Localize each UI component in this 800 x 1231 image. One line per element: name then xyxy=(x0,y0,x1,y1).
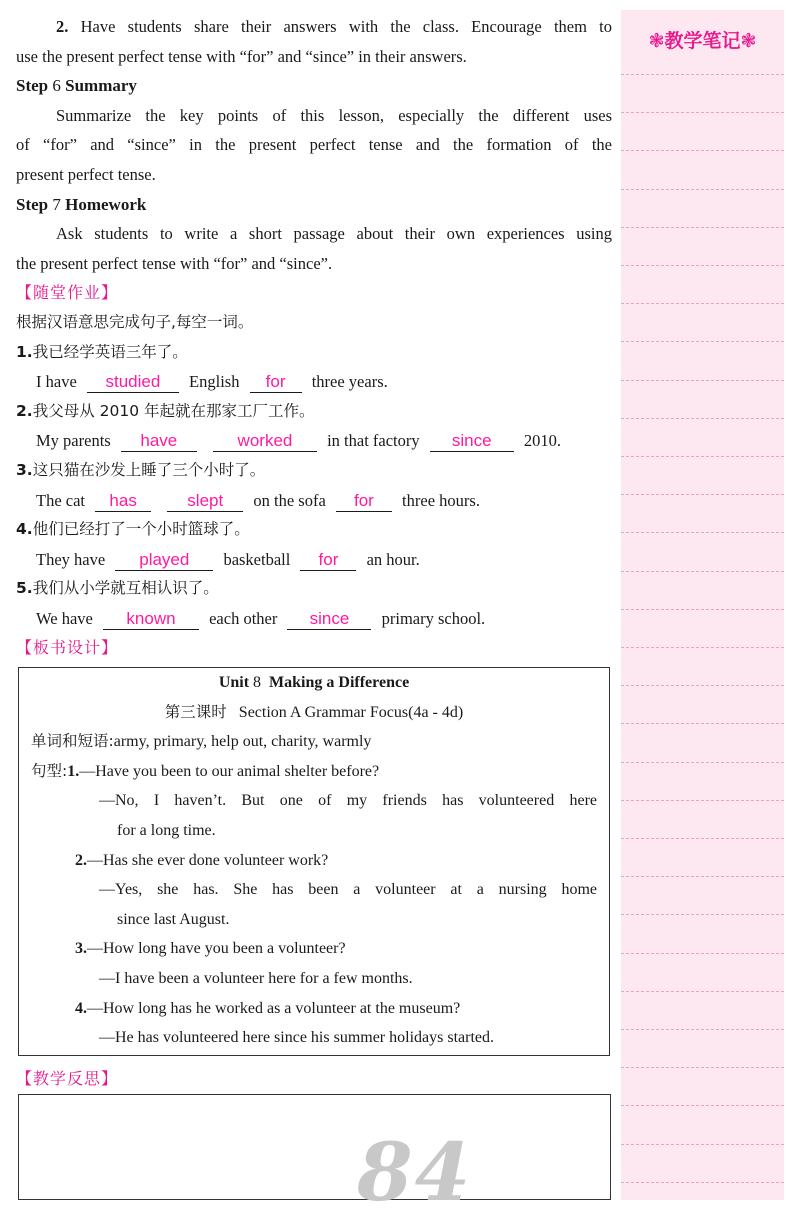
board-title-text: Making a Difference xyxy=(269,674,410,692)
sentence-part: on the sofa xyxy=(253,490,326,510)
note-line xyxy=(621,227,784,228)
note-line xyxy=(621,189,784,190)
note-line xyxy=(621,571,784,572)
board-subtitle-english: Section A Grammar Focus(4a - 4d) xyxy=(238,703,464,721)
pattern-question: —Has she ever done volunteer work? xyxy=(87,851,329,869)
exercise-5-chinese xyxy=(16,574,612,604)
intro-text-1: Have students share their answers with the class. Encourage them to xyxy=(80,17,612,36)
note-line xyxy=(621,265,784,266)
answer-blank[interactable]: known xyxy=(103,609,199,630)
note-line xyxy=(621,647,784,648)
board-heading: 【板书设计】 xyxy=(16,638,119,658)
vocab-list: army, primary, help out, charity, warmly xyxy=(113,733,372,751)
note-line xyxy=(621,1029,784,1030)
answer-blank[interactable]: since xyxy=(430,431,514,452)
step-title: Summary xyxy=(65,76,137,96)
answer-blank[interactable]: since xyxy=(287,609,371,630)
exercise-number: 4. xyxy=(16,520,33,539)
note-line xyxy=(621,303,784,304)
pattern-1-answer-cont: for a long time. xyxy=(117,822,216,840)
step-number: 7 xyxy=(52,194,61,214)
answer-blank[interactable]: played xyxy=(115,550,213,571)
sentence-part: We have xyxy=(36,608,93,628)
pattern-number: 4. xyxy=(75,999,87,1017)
step-label: Step xyxy=(16,194,49,214)
answer-blank[interactable]: for xyxy=(300,550,356,571)
answer-blank[interactable]: for xyxy=(336,491,392,512)
reflection-box[interactable] xyxy=(18,1094,611,1200)
pattern-number: 2. xyxy=(75,851,87,869)
note-line xyxy=(621,1105,784,1106)
pattern-question: —Have you been to our animal shelter before? xyxy=(79,762,380,780)
sentence-part: three years. xyxy=(311,372,388,392)
note-line xyxy=(621,150,784,151)
exercise-5-english xyxy=(16,604,612,634)
step-label: Step xyxy=(16,76,49,96)
exercise-2-english xyxy=(16,426,612,456)
pattern-3-question xyxy=(31,934,597,964)
note-line xyxy=(621,418,784,419)
pattern-4-answer: —He has volunteered here since his summer holidays started. xyxy=(99,1029,494,1047)
note-line xyxy=(621,341,784,342)
pattern-3-answer: —I have been a volunteer here for a few months. xyxy=(99,970,413,987)
note-line xyxy=(621,800,784,801)
pattern-1-answer: —No, I haven’t. But one of my friends has volunteered here xyxy=(99,792,597,810)
step-6-heading xyxy=(16,71,612,101)
exercise-number: 5. xyxy=(16,579,33,598)
pattern-2-answer: —Yes, she has. She has been a volunteer at a nursing home xyxy=(99,881,597,899)
sentence-part: English xyxy=(189,372,240,392)
board-title xyxy=(31,668,597,698)
board-subtitle-chinese: 第三课时 xyxy=(164,702,227,721)
pattern-4-question xyxy=(31,994,597,1024)
sentence-part: an hour. xyxy=(366,549,420,569)
exercise-number: 1. xyxy=(16,342,33,361)
note-line xyxy=(621,609,784,610)
exercise-chinese-text: 我父母从 2010 年起就在那家工厂工作。 xyxy=(32,401,315,420)
patterns-label: 句型: xyxy=(31,761,68,780)
sentence-part: in that factory xyxy=(327,431,420,451)
exercise-chinese-text: 这只猫在沙发上睡了三个小时了。 xyxy=(32,460,266,479)
sentence-part: three hours. xyxy=(402,490,480,510)
pattern-1-question xyxy=(31,757,597,787)
note-line xyxy=(621,685,784,686)
pattern-question: —How long have you been a volunteer? xyxy=(87,940,346,958)
step-6-line-1: Summarize the key points of this lesson, especially the different uses xyxy=(56,105,612,125)
pattern-question: —How long has he worked as a volunteer at the museum? xyxy=(87,999,461,1017)
sentence-part: My parents xyxy=(36,431,111,451)
step-title: Homework xyxy=(65,194,147,214)
vocab-label: 单词和短语: xyxy=(31,732,114,751)
exercise-4-chinese xyxy=(16,515,612,545)
pattern-number: 3. xyxy=(75,940,87,958)
step-6-line-3: present perfect tense. xyxy=(16,164,156,184)
main-content xyxy=(16,12,612,1093)
reflection-heading: 【教学反思】 xyxy=(16,1068,119,1088)
answer-blank[interactable]: have xyxy=(121,431,197,452)
step-7-line-1: Ask students to write a short passage about their own experiences using xyxy=(56,224,612,244)
board-title-unit: Unit xyxy=(218,674,250,692)
exercise-3-chinese xyxy=(16,456,612,486)
step-7-line-2: the present perfect tense with “for” and “since”. xyxy=(16,253,333,273)
board-design-box xyxy=(18,667,610,1056)
note-line xyxy=(621,762,784,763)
note-line xyxy=(621,876,784,877)
note-line xyxy=(621,1182,784,1183)
pattern-2-question xyxy=(31,846,597,876)
note-line xyxy=(621,991,784,992)
note-line xyxy=(621,1144,784,1145)
sentence-part: 2010. xyxy=(523,431,561,451)
sentence-part: The cat xyxy=(36,490,86,510)
exercise-1-english xyxy=(16,367,612,397)
note-line xyxy=(621,1067,784,1068)
step-6-line-2: of “for” and “since” in the present perfect tense and the formation of the xyxy=(16,135,612,155)
exercise-number: 3. xyxy=(16,460,33,479)
sentence-part: I have xyxy=(36,372,77,392)
exercise-1-chinese xyxy=(16,338,612,368)
pattern-number: 1. xyxy=(67,762,80,780)
note-line xyxy=(621,914,784,915)
pattern-2-answer-cont: since last August. xyxy=(117,910,230,928)
answer-blank[interactable]: studied xyxy=(87,372,179,393)
step-7-heading xyxy=(16,190,612,220)
page-number: 84 xyxy=(357,1125,473,1219)
homework-instruction: 根据汉语意思完成句子,每空一词。 xyxy=(16,312,254,331)
exercise-number: 2. xyxy=(16,401,33,420)
note-line xyxy=(621,494,784,495)
intro-line-2: use the present perfect tense with “for” and “since” in their answers. xyxy=(16,46,467,66)
sentence-part: each other xyxy=(209,608,278,628)
exercise-4-english xyxy=(16,545,612,575)
board-vocab xyxy=(31,727,597,757)
note-line xyxy=(621,532,784,533)
note-line xyxy=(621,723,784,724)
answer-blank[interactable]: has xyxy=(95,491,151,512)
note-line xyxy=(621,838,784,839)
sentence-part: primary school. xyxy=(381,608,486,628)
exercise-3-english xyxy=(16,486,612,516)
board-subtitle xyxy=(31,698,597,728)
homework-heading: 【随堂作业】 xyxy=(16,283,119,303)
note-line xyxy=(621,74,784,75)
intro-number: 2. xyxy=(56,17,69,36)
note-line xyxy=(621,953,784,954)
answer-blank[interactable]: for xyxy=(250,372,302,393)
intro-line-1 xyxy=(16,12,612,42)
exercise-chinese-text: 他们已经打了一个小时篮球了。 xyxy=(32,520,250,539)
sidebar-title: ❃教学笔记❃ xyxy=(648,30,757,52)
sentence-part: They have xyxy=(36,549,106,569)
step-number: 6 xyxy=(52,76,61,96)
exercise-chinese-text: 我们从小学就互相认识了。 xyxy=(32,579,219,598)
notes-sidebar xyxy=(621,10,784,1200)
note-line xyxy=(621,112,784,113)
answer-blank[interactable]: slept xyxy=(167,491,243,512)
sentence-part: basketball xyxy=(223,549,291,569)
board-title-number: 8 xyxy=(253,674,262,692)
note-line xyxy=(621,380,784,381)
exercise-chinese-text: 我已经学英语三年了。 xyxy=(32,342,188,361)
answer-blank[interactable]: worked xyxy=(213,431,317,452)
note-line xyxy=(621,456,784,457)
exercise-2-chinese xyxy=(16,397,612,427)
